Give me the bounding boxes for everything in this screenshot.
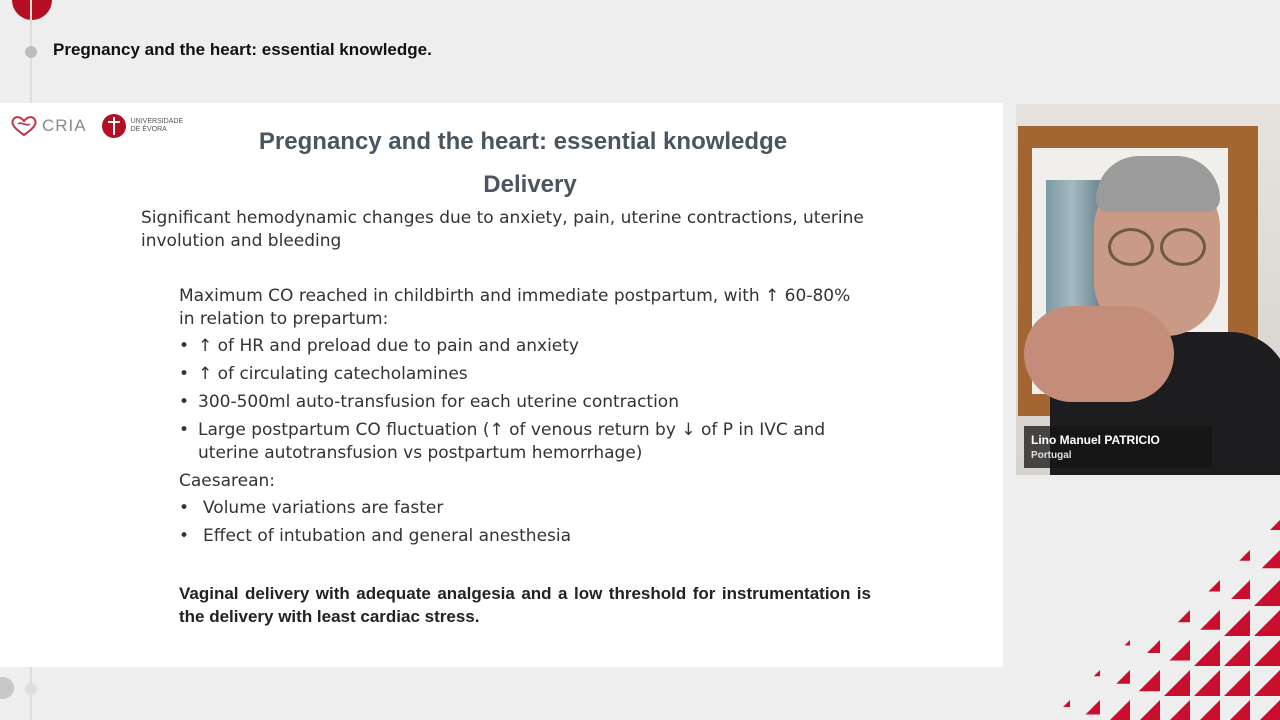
pattern-triangle <box>1224 610 1250 636</box>
pattern-triangle <box>1231 580 1250 599</box>
pattern-triangle <box>1139 670 1160 691</box>
speaker-country: Portugal <box>1031 450 1072 461</box>
speaker-name-tag <box>1024 426 1212 468</box>
pattern-triangle <box>1224 670 1250 696</box>
pattern-triangle <box>1147 640 1160 653</box>
slide-title: Pregnancy and the heart: essential knowledge <box>258 128 788 155</box>
list-item: • ↑ of HR and preload due to pain and anxiety <box>179 335 871 358</box>
slide-content <box>179 285 871 553</box>
pattern-triangle <box>1254 700 1280 720</box>
pattern-triangle <box>1254 610 1280 636</box>
pattern-triangle <box>1209 580 1221 592</box>
pattern-triangle <box>1094 670 1100 676</box>
speaker-hands <box>1024 306 1174 402</box>
glasses-left-lens <box>1108 228 1154 266</box>
pattern-triangle <box>1170 640 1191 661</box>
slide-intro-text: Significant hemodynamic changes due to anxiety, pain, uterine contractions, uterine involution and bleeding <box>141 208 864 251</box>
list-item: • Volume variations are faster <box>179 497 871 520</box>
pattern-triangle <box>1270 520 1280 530</box>
timeline-current-dot[interactable] <box>25 46 37 58</box>
slide-conclusion: Vaginal delivery with adequate analgesia and a low threshold for instrumentation is the delivery with least cardiac stress. <box>179 584 871 626</box>
pattern-triangle <box>1254 670 1280 696</box>
list-item: • Large postpartum CO fluctuation (↑ of venous return by ↓ of P in IVC and uterine autotransfusion vs postpartum hemorrhage) <box>179 419 871 465</box>
list-item: • Effect of intubation and general anesthesia <box>179 525 871 548</box>
pattern-triangle <box>1194 700 1220 720</box>
pattern-triangle <box>1178 610 1190 622</box>
session-title: Pregnancy and the heart: essential knowledge. <box>53 40 432 59</box>
pattern-triangle <box>1125 640 1131 646</box>
pattern-triangle <box>1116 670 1130 684</box>
decorative-triangle-pattern <box>1040 520 1280 720</box>
pattern-triangle <box>1086 700 1101 715</box>
timeline-bottom-marker[interactable] <box>0 677 14 699</box>
cria-logo-text: CRIA <box>42 116 87 135</box>
pattern-triangle <box>1134 700 1160 720</box>
university-line-2: DE ÉVORA <box>130 126 167 133</box>
glasses-right-lens <box>1160 228 1206 266</box>
timeline-top-marker <box>12 0 52 20</box>
pattern-triangle <box>1262 550 1280 568</box>
pattern-triangle <box>1254 640 1280 666</box>
caesarean-bullet-list <box>179 497 871 548</box>
pattern-triangle <box>1063 700 1070 707</box>
pattern-triangle <box>1108 700 1130 720</box>
pattern-triangle <box>1239 550 1250 561</box>
slide-subtitle: Delivery <box>483 171 577 198</box>
max-co-text: Maximum CO reached in childbirth and immediate postpartum, with ↑ 60-80% in relation to prepartum: <box>179 286 851 329</box>
pattern-triangle <box>1164 670 1190 696</box>
pattern-triangle <box>1224 640 1250 666</box>
university-line-1: UNIVERSIDADE <box>130 118 184 125</box>
presentation-slide <box>0 103 1003 667</box>
timeline-bottom-dot[interactable] <box>25 683 37 695</box>
speaker-name: Lino Manuel PATRICIO <box>1031 433 1160 447</box>
pattern-triangle <box>1254 580 1280 606</box>
co-bullet-list <box>179 335 871 465</box>
pattern-triangle <box>1200 610 1220 630</box>
caesarean-label: Caesarean: <box>179 471 276 491</box>
list-item: • ↑ of circulating catecholamines <box>179 363 871 386</box>
speaker-hair <box>1096 156 1220 212</box>
pattern-triangle <box>1164 700 1190 720</box>
pattern-triangle <box>1194 670 1220 696</box>
pattern-triangle <box>1194 640 1220 666</box>
list-item: • 300-500ml auto-transfusion for each uterine contraction <box>179 391 871 414</box>
pattern-triangle <box>1224 700 1250 720</box>
speaker-video[interactable] <box>1016 104 1280 475</box>
